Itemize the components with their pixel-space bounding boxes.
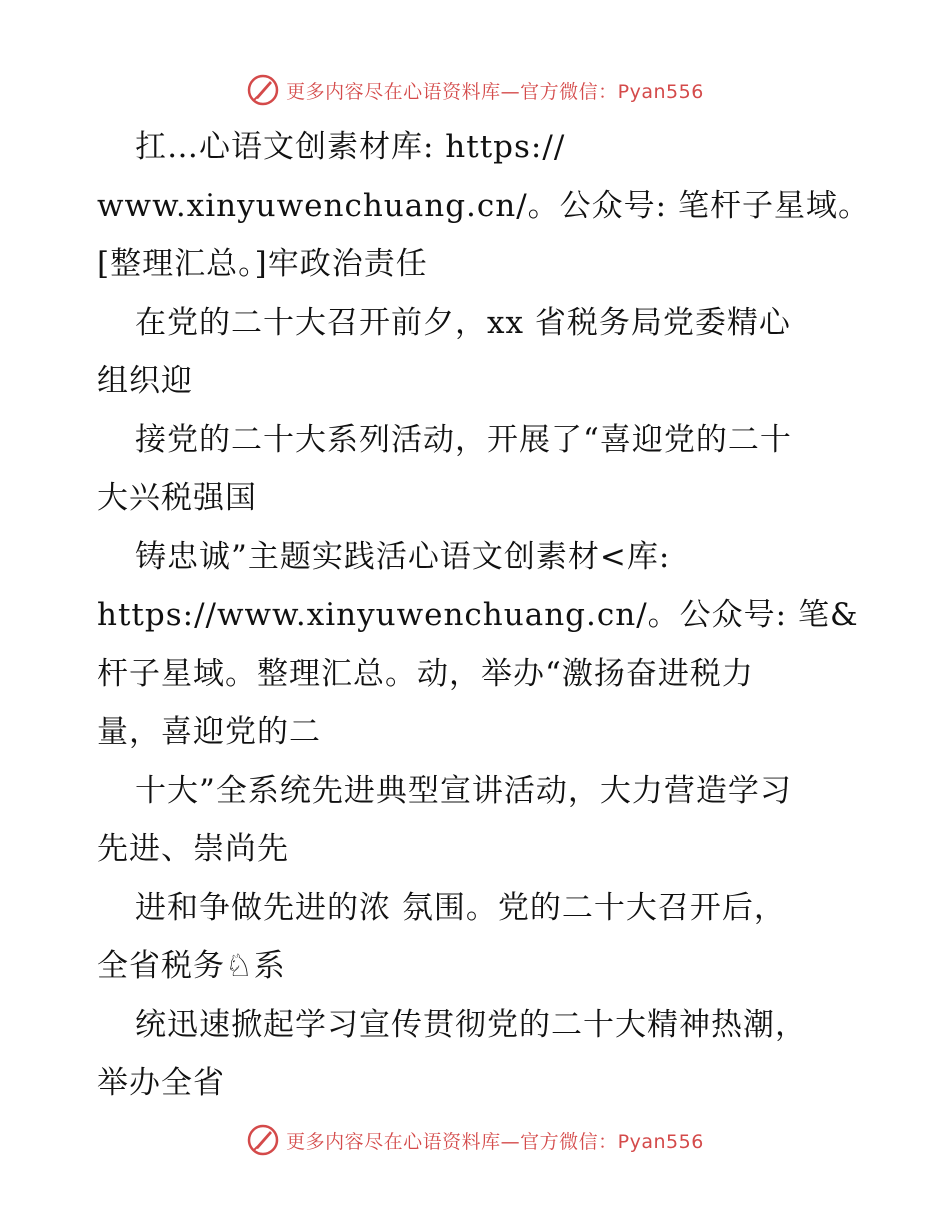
text-line: 扛…心语文创素材库: https://: [135, 129, 566, 165]
text-line: 举办全省: [97, 1065, 225, 1101]
text-line: https://www.xinyuwenchuang.cn/。公众号: 笔&: [97, 597, 859, 633]
text-line: 十大”全系统先进典型宣讲活动，大力营造学习: [135, 772, 792, 809]
text-line: 大兴税强国: [97, 480, 257, 516]
text-line: 杆子星域。整理汇总。动，举办“激扬奋进税力: [97, 655, 754, 692]
quill-logo-icon: [246, 73, 280, 107]
text-line: 先进、崇尚先: [97, 831, 289, 867]
text-line: 统迅速掀起学习宣传贯彻党的二十大精神热潮，: [135, 1006, 807, 1043]
text-line: [整理汇总。]牢政治责任: [97, 246, 428, 282]
header-banner-text: 更多内容尽在心语资料库—官方微信：Pyan556: [286, 80, 704, 103]
header-banner: [0, 70, 950, 110]
text-line: 铸忠诚”主题实践活心语文创素材<库:: [135, 538, 671, 575]
document-body: [97, 118, 877, 1113]
text-line: 全省税务♘系: [97, 948, 286, 984]
footer-banner-text: 更多内容尽在心语资料库—官方微信：Pyan556: [286, 1130, 704, 1153]
text-line: 接党的二十大系列活动，开展了“喜迎党的二十: [135, 421, 792, 458]
footer-banner: [0, 1120, 950, 1160]
text-line: 在党的二十大召开前夕，xx 省税务局党委精心: [135, 304, 791, 341]
text-line: 进和争做先进的浓 氛围。党的二十大召开后，: [135, 889, 786, 926]
quill-logo-icon: [246, 1123, 280, 1157]
text-line: www.xinyuwenchuang.cn/。公众号: 笔杆子星域。: [97, 187, 870, 224]
text-line: 量，喜迎党的二: [97, 714, 321, 750]
text-line: 组织迎: [97, 363, 193, 399]
